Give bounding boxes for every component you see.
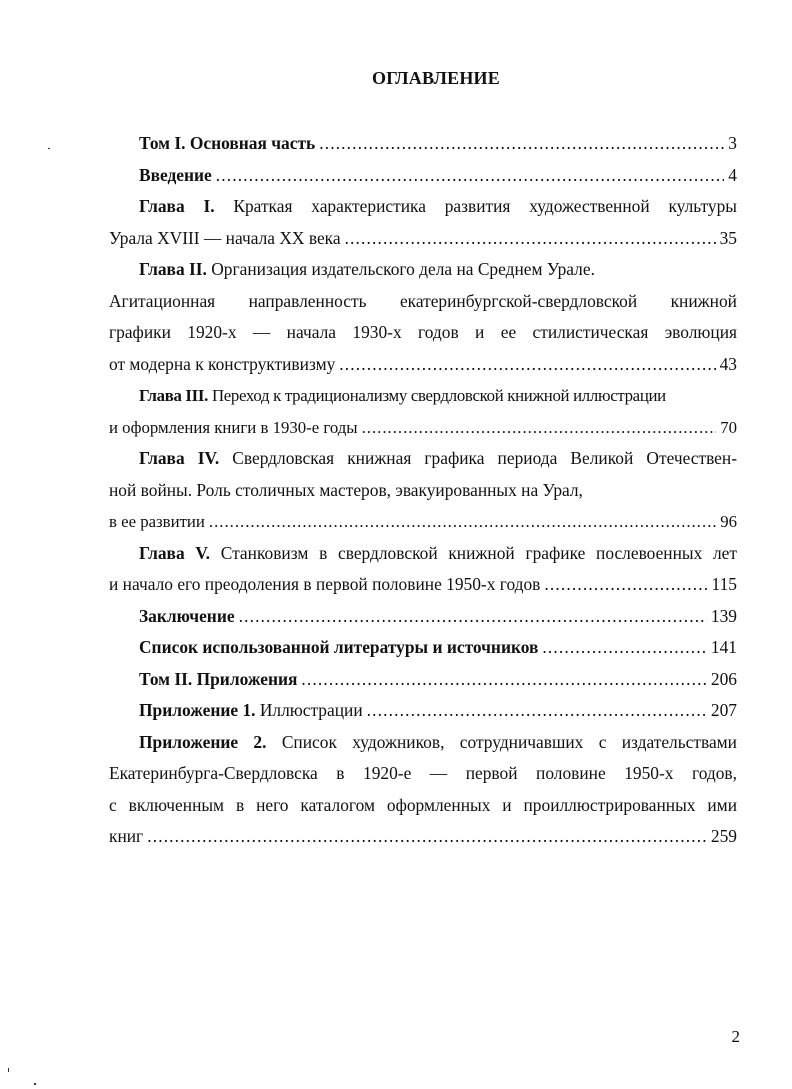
toc-text: Агитационная направленность екатеринбургской-свердловской книжной: [109, 290, 737, 311]
leader-dots: [239, 601, 707, 633]
leader-dots: [209, 506, 716, 538]
toc-entry-appendix-1[interactable]: [109, 695, 737, 727]
toc-label: Глава V.: [139, 542, 211, 563]
toc-text: графики 1920-х — начала 1930-х годов и ее стилистическая эволюция: [109, 322, 737, 342]
toc-text: Екатеринбурга-Свердловска в 1920-е — первой половине 1950-х годов,: [109, 763, 737, 783]
toc-page: 207: [710, 700, 737, 720]
toc-page: 115: [711, 574, 737, 594]
toc-text: и начало его преодоления в первой половине 1950-х годов: [109, 574, 541, 594]
toc-page: 70: [720, 417, 737, 437]
toc-entry-appendix-2[interactable]: [109, 727, 737, 853]
toc-text: Переход к традиционализму свердловской книжной иллюстрации: [211, 386, 666, 405]
toc-text: Организация издательского дела на Среднем Урале.: [211, 259, 595, 279]
toc-page: 259: [710, 826, 737, 846]
toc-entry-chapter-1[interactable]: [109, 191, 737, 254]
toc-entry-conclusion[interactable]: [109, 601, 737, 633]
toc-text: Станковизм в свердловской книжной графике послевоенных лет: [220, 542, 737, 563]
toc-text: и оформления книги в 1930-е годы: [109, 417, 358, 437]
toc-label: Приложение 1.: [139, 700, 256, 720]
page-title: ОГЛАВЛЕНИЕ: [372, 68, 500, 88]
leader-dots: [345, 223, 716, 255]
toc-page: 206: [710, 668, 737, 689]
toc-text: Краткая характеристика развития художественной культуры: [233, 196, 737, 216]
toc-label: Введение: [139, 164, 212, 185]
toc-page: 4: [728, 164, 737, 185]
toc-entry-chapter-2[interactable]: [109, 254, 737, 380]
toc-page: 96: [720, 512, 737, 531]
leader-dots: [301, 664, 707, 696]
leader-dots: [339, 349, 715, 381]
leader-dots: [367, 695, 707, 727]
toc-label: Том I. Основная часть: [139, 133, 316, 153]
toc-text: Свердловская книжная графика периода Великой Отечествен-: [232, 448, 737, 468]
leader-dots: [544, 569, 707, 601]
toc-entry-volume-1[interactable]: [109, 128, 737, 160]
toc-entry-bibliography[interactable]: [109, 632, 737, 664]
toc-page: 141: [710, 637, 737, 657]
toc-text: Список художников, сотрудничавших с издательствами: [281, 731, 737, 752]
toc-entry-volume-2[interactable]: [109, 664, 737, 696]
toc-page: 139: [710, 605, 737, 626]
toc-entry-introduction[interactable]: [109, 160, 737, 192]
toc-page: 3: [728, 133, 737, 153]
leader-dots: [362, 412, 717, 444]
toc-entry-chapter-5[interactable]: [109, 538, 737, 601]
leader-dots: [147, 821, 707, 853]
toc-label: Том II. Приложения: [139, 668, 298, 689]
page-number: 2: [731, 1027, 740, 1046]
toc-text: Урала XVIII — начала XX века: [109, 227, 341, 248]
toc-entry-chapter-3[interactable]: [109, 380, 737, 443]
scan-speck: [8, 1068, 9, 1072]
toc-label: Глава III.: [139, 386, 209, 405]
toc-text: Иллюстрации: [259, 700, 363, 720]
toc-page: 43: [719, 353, 737, 374]
leader-dots: [542, 632, 706, 664]
toc-label: Заключение: [139, 605, 235, 626]
leader-dots: [319, 128, 724, 160]
table-of-contents: [109, 128, 737, 853]
toc-label: Глава I.: [139, 196, 215, 216]
toc-text: в ее развитии: [109, 512, 205, 531]
toc-entry-chapter-4[interactable]: [109, 443, 737, 538]
toc-label: Приложение 2.: [139, 731, 267, 752]
toc-text: от модерна к конструктивизму: [109, 353, 336, 374]
toc-label: Глава II.: [139, 259, 207, 279]
scan-speck: [48, 148, 50, 149]
toc-label: Глава IV.: [139, 448, 220, 468]
toc-label: Список использованной литературы и источников: [139, 637, 539, 657]
toc-text: с включенным в него каталогом оформленных и проиллюстрированных ими: [109, 794, 737, 815]
scan-speck: [34, 1083, 36, 1085]
toc-page: 35: [719, 227, 737, 248]
toc-text: ной войны. Роль столичных мастеров, эвакуированных на Урал,: [109, 479, 583, 500]
leader-dots: [216, 160, 725, 192]
toc-text: книг: [109, 826, 144, 846]
